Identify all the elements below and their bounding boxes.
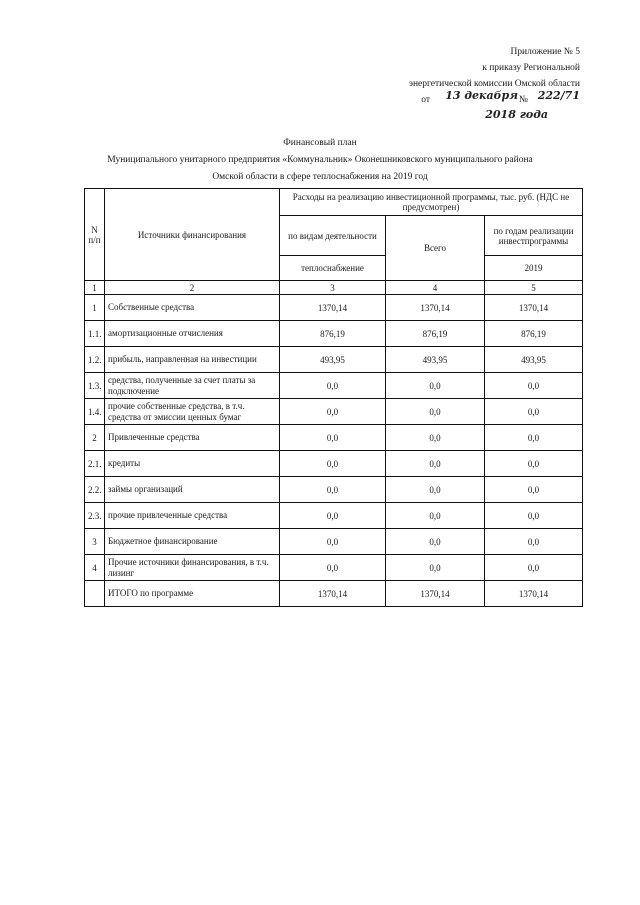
row-value-activity: 0,0 [280,555,386,581]
row-value-total: 1370,14 [386,295,485,321]
row-source-label: прибыль, направленная на инвестиции [105,347,280,373]
order-date-row [409,89,580,108]
row-value-activity: 0,0 [280,425,386,451]
row-number: 2.2. [85,477,105,503]
row-value-year: 1370,14 [485,295,583,321]
row-value-total: 0,0 [386,425,485,451]
col-number-5: 5 [485,281,583,295]
title-line-2: Муниципального унитарного предприятия «Коммунальник» Оконешниковского муниципального района [107,155,533,165]
row-value-activity: 0,0 [280,373,386,399]
table-row [85,347,583,373]
header-by-activity: по видам деятельности [280,216,386,256]
row-value-activity: 0,0 [280,451,386,477]
header-by-years: по годам реализации инвестпрограммы [485,216,583,256]
row-value-year: 876,19 [485,321,583,347]
row-value-activity: 493,95 [280,347,386,373]
header-year: 2019 [485,256,583,281]
row-number: 4 [85,555,105,581]
row-value-activity: 0,0 [280,503,386,529]
row-value-total: 0,0 [386,529,485,555]
handwritten-order-number: 222/71 [537,89,580,102]
table-row [85,373,583,399]
col-number-4: 4 [386,281,485,295]
header-activity-heat: теплоснабжение [280,256,386,281]
row-value-activity: 1370,14 [280,581,386,607]
col-number-1: 1 [85,281,105,295]
row-number [85,581,105,607]
row-value-total: 493,95 [386,347,485,373]
row-number: 1 [85,295,105,321]
table-row [85,477,583,503]
appendix-block [409,44,580,108]
row-value-activity: 1370,14 [280,295,386,321]
row-number: 1.3. [85,373,105,399]
table-row [85,399,583,425]
row-source-label: средства, полученные за счет платы за подключение [105,373,280,399]
row-value-total: 0,0 [386,451,485,477]
row-source-label: прочие привлеченные средства [105,503,280,529]
row-value-activity: 0,0 [280,529,386,555]
row-value-total: 0,0 [386,399,485,425]
row-value-year: 0,0 [485,399,583,425]
handwritten-year: 2018 года [485,108,548,121]
title-line-1: Финансовый план [283,138,357,148]
row-source-label: Бюджетное финансирование [105,529,280,555]
row-source-label: Привлеченные средства [105,425,280,451]
row-value-activity: 0,0 [280,477,386,503]
row-value-total: 0,0 [386,503,485,529]
row-source-label: Прочие источники финансирования, в т.ч. лизинг [105,555,280,581]
header-total: Всего [386,216,485,281]
table-row [85,425,583,451]
row-number: 2.3. [85,503,105,529]
row-number: 2.1. [85,451,105,477]
row-number: 1.1. [85,321,105,347]
row-value-year: 0,0 [485,529,583,555]
row-value-year: 0,0 [485,425,583,451]
table-row [85,295,583,321]
table-row [85,451,583,477]
row-value-total: 0,0 [386,555,485,581]
row-value-activity: 876,19 [280,321,386,347]
date-prefix: от [421,95,430,105]
row-value-activity: 0,0 [280,399,386,425]
row-number: 2 [85,425,105,451]
row-source-label: прочие собственные средства, в т.ч. средства от эмиссии ценных бумаг [105,399,280,425]
title-line-3: Омской области в сфере теплоснабжения на 2019 год [212,172,428,182]
handwritten-date: 13 декабря [445,89,518,102]
row-number: 1.2. [85,347,105,373]
financial-plan-table [84,188,583,607]
table-row [85,503,583,529]
row-value-total: 1370,14 [386,581,485,607]
header-num: N п/п [85,189,105,281]
row-value-year: 493,95 [485,347,583,373]
header-source: Источники финансирования [105,189,280,281]
row-source-label: кредиты [105,451,280,477]
row-source-label: ИТОГО по программе [105,581,280,607]
row-value-year: 0,0 [485,477,583,503]
row-source-label: займы организаций [105,477,280,503]
appendix-line-1: Приложение № 5 [510,47,580,57]
row-number: 1.4. [85,399,105,425]
row-value-year: 0,0 [485,555,583,581]
appendix-line-2: к приказу Региональной [482,63,580,73]
appendix-line-3: энергетической комиссии Омской области [408,79,580,89]
row-value-year: 1370,14 [485,581,583,607]
col-number-2: 2 [105,281,280,295]
table-body [85,295,583,607]
row-number: 3 [85,529,105,555]
row-source-label: амортизационные отчисления [105,321,280,347]
row-source-label: Собственные средства [105,295,280,321]
row-value-total: 0,0 [386,477,485,503]
number-prefix: № [518,95,528,105]
row-value-total: 0,0 [386,373,485,399]
row-value-total: 876,19 [386,321,485,347]
table-row [85,321,583,347]
header-expenses: Расходы на реализацию инвестиционной программы, тыс. руб. (НДС не предусмотрен) [280,189,583,216]
row-value-year: 0,0 [485,373,583,399]
table-row [85,581,583,607]
row-value-year: 0,0 [485,503,583,529]
col-number-3: 3 [280,281,386,295]
table-row [85,555,583,581]
row-value-year: 0,0 [485,451,583,477]
document-title [0,135,640,186]
table-row [85,529,583,555]
